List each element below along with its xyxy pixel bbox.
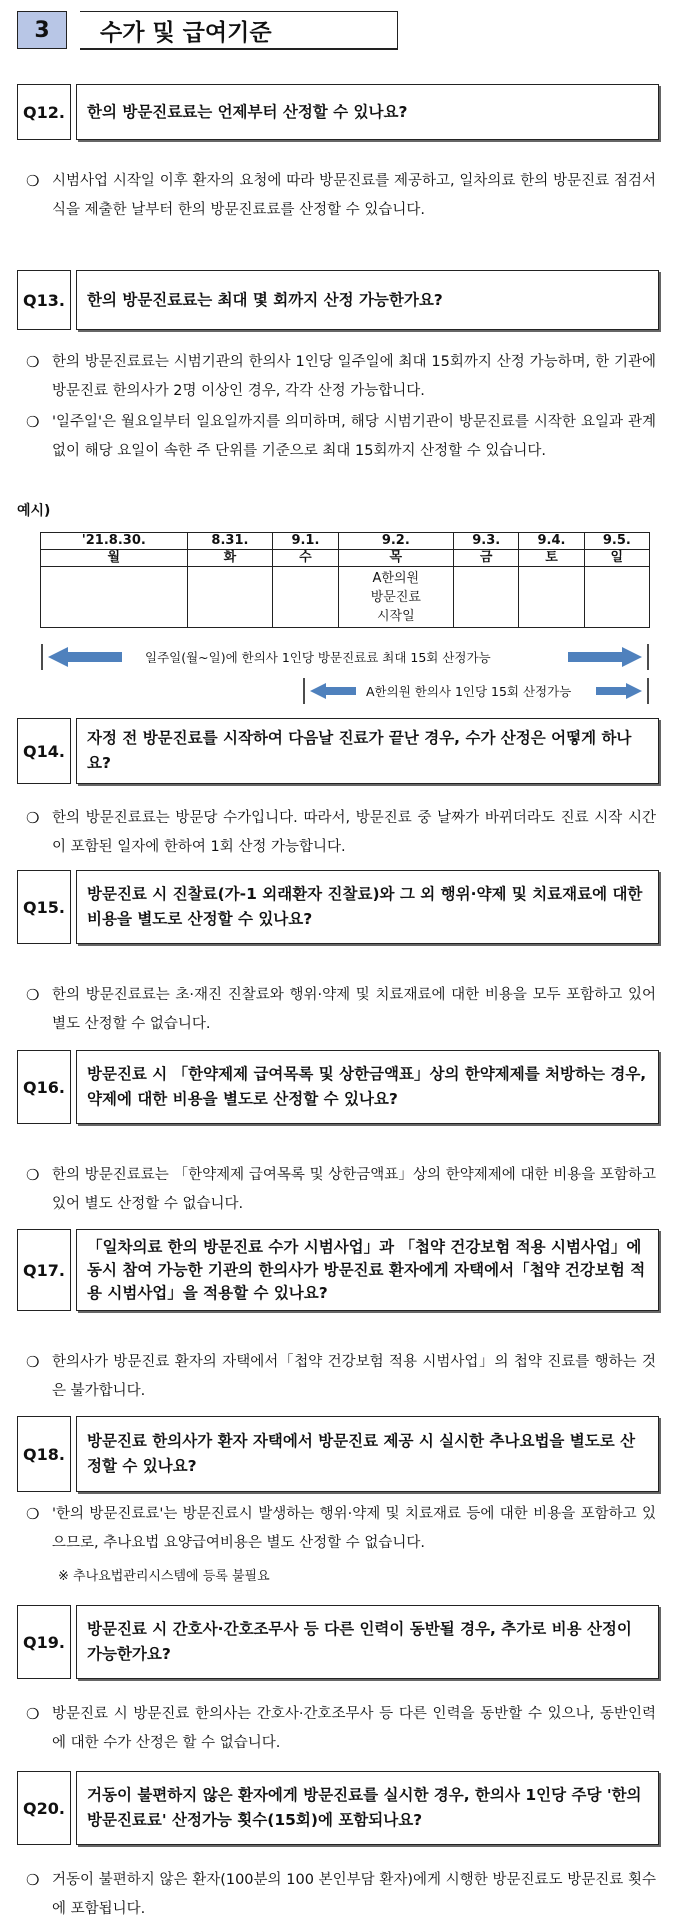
calendar-day: 토: [519, 550, 584, 567]
calendar-date: 9.5.: [584, 533, 649, 550]
answer-q13-1: [26, 348, 656, 406]
event-line: A한의원: [372, 570, 420, 586]
answer-text: 한의 방문진료료는 방문당 수가입니다. 따라서, 방문진료 중 날짜가 바뀌더라도 진료 시작 시간이 포함된 일자에 한하여 1회 산정 가능합니다.: [52, 810, 656, 855]
answer-text: '일주일'은 월요일부터 일요일까지를 의미하며, 해당 시범기관이 방문진료를 시작한 요일과 관계없이 해당 요일이 속한 주 단위를 기준으로 최대 15회까지 산정할 수 있습니다.: [52, 414, 656, 459]
calendar-day: 금: [454, 550, 519, 567]
answer-q14: [26, 804, 656, 862]
question-label-q14: Q14.: [17, 718, 71, 784]
question-label-q12: Q12.: [17, 84, 71, 140]
question-q19: 방문진료 시 간호사·간호조무사 등 다른 인력이 동반될 경우, 추가로 비용 산정이 가능한가요?: [76, 1605, 659, 1679]
section-underline: [80, 48, 398, 50]
arrow-left-icon: [310, 683, 356, 699]
answer-q19: [26, 1700, 656, 1758]
question-q16: 방문진료 시 「한약제제 급여목록 및 상한금액표」상의 한약제제를 처방하는 경우, 약제에 대한 비용을 별도로 산정할 수 있나요?: [76, 1050, 659, 1124]
bullet-icon: ❍: [26, 1353, 40, 1371]
question-label-q20: Q20.: [17, 1771, 71, 1845]
calendar-day: 화: [187, 550, 273, 567]
bullet-icon: ❍: [26, 1871, 40, 1889]
calendar-date: 9.2.: [338, 533, 453, 550]
calendar-day: 일: [584, 550, 649, 567]
answer-q20: [26, 1866, 656, 1924]
bullet-icon: ❍: [26, 1705, 40, 1723]
example-calendar-table: [40, 532, 650, 628]
arrow-right-icon: [568, 647, 642, 667]
question-q15: 방문진료 시 진찰료(가-1 외래환자 진찰료)와 그 외 행위·약제 및 치료재료에 대한 비용을 별도로 산정할 수 있나요?: [76, 870, 659, 944]
question-q12: 한의 방문진료료는 언제부터 산정할 수 있나요?: [76, 84, 659, 140]
answer-text: 방문진료 시 방문진료 한의사는 간호사·간호조무사 등 다른 인력을 동반할 수 있으나, 동반인력에 대한 수가 산정은 할 수 없습니다.: [52, 1706, 656, 1751]
question-q13: 한의 방문진료료는 최대 몇 회까지 산정 가능한가요?: [76, 270, 659, 330]
bullet-icon: ❍: [26, 986, 40, 1004]
calendar-day: 월: [41, 550, 188, 567]
question-label-q17: Q17.: [17, 1229, 71, 1311]
calendar-event-cell: [338, 567, 453, 628]
arrow-right-icon: [596, 683, 642, 699]
question-q14: 자정 전 방문진료를 시작하여 다음날 진료가 끝난 경우, 수가 산정은 어떻게 하나요?: [76, 718, 659, 784]
question-label-q19: Q19.: [17, 1605, 71, 1679]
question-label-q13: Q13.: [17, 270, 71, 330]
answer-text: 한의 방문진료료는 초·재진 진찰료와 행위·약제 및 치료재료에 대한 비용을 모두 포함하고 있어 별도 산정할 수 없습니다.: [52, 987, 656, 1032]
question-label-q15: Q15.: [17, 870, 71, 944]
question-q17: 「일차의료 한의 방문진료 수가 시범사업」과 「첩약 건강보험 적용 시범사업」에 동시 참여 가능한 기관의 한의사가 방문진료 환자에게 자택에서「첩약 건강보험 적용 시범사업」을 적용할 수 있나요?: [76, 1229, 659, 1311]
answer-text: 거동이 불편하지 않은 환자(100분의 100 본인부담 환자)에게 시행한 방문진료도 방문진료 횟수에 포함됩니다.: [52, 1872, 656, 1917]
calendar-cell: [519, 567, 584, 628]
answer-text: 한의사가 방문진료 환자의 자택에서「첩약 건강보험 적용 시범사업」의 첩약 진료를 행하는 것은 불가합니다.: [52, 1354, 656, 1399]
bullet-icon: ❍: [26, 413, 40, 431]
answer-q15: [26, 981, 656, 1039]
answer-q13-2: [26, 408, 656, 466]
calendar-date: 9.4.: [519, 533, 584, 550]
answer-q17: [26, 1348, 656, 1406]
section-number: 3: [17, 11, 67, 49]
calendar-date: 9.1.: [273, 533, 338, 550]
event-line: 방문진료: [370, 589, 421, 605]
event-line: 시작일: [376, 608, 415, 624]
answer-text: 한의 방문진료료는 시범기관의 한의사 1인당 일주일에 최대 15회까지 산정 가능하며, 한 기관에 방문진료 한의사가 2명 이상인 경우, 각각 산정 가능합니다.: [52, 354, 656, 399]
bullet-icon: ❍: [26, 1166, 40, 1184]
bullet-icon: ❍: [26, 172, 40, 190]
bullet-icon: ❍: [26, 1505, 40, 1523]
bullet-icon: ❍: [26, 353, 40, 371]
calendar-date: 9.3.: [454, 533, 519, 550]
answer-q16: [26, 1161, 656, 1219]
answer-text: 한의 방문진료료는 「한약제제 급여목록 및 상한금액표」상의 한약제제에 대한 비용을 포함하고 있어 별도 산정할 수 없습니다.: [52, 1167, 656, 1212]
note-q18: ※ 추나요법관리시스템에 등록 불필요: [58, 1569, 270, 1584]
example-label: 예시): [17, 503, 51, 519]
bullet-icon: ❍: [26, 809, 40, 827]
clinic-range-label: A한의원 한의사 1인당 15회 산정가능: [366, 684, 572, 699]
answer-text: 시범사업 시작일 이후 환자의 요청에 따라 방문진료를 제공하고, 일차의료 한의 방문진료 점검서식을 제출한 날부터 한의 방문진료료를 산정할 수 있습니다.: [52, 173, 656, 218]
arrow-left-icon: [48, 647, 122, 667]
calendar-cell: [187, 567, 273, 628]
answer-text: '한의 방문진료료'는 방문진료시 발생하는 행위·약제 및 치료재료 등에 대한 비용을 포함하고 있으므로, 추나요법 요양급여비용은 별도 산정할 수 없습니다.: [52, 1506, 656, 1551]
calendar-cell: [273, 567, 338, 628]
question-q18: 방문진료 한의사가 환자 자택에서 방문진료 제공 시 실시한 추나요법을 별도로 산정할 수 있나요?: [76, 1416, 659, 1492]
question-label-q18: Q18.: [17, 1416, 71, 1492]
calendar-day: 목: [338, 550, 453, 567]
calendar-date: 8.31.: [187, 533, 273, 550]
calendar-day: 수: [273, 550, 338, 567]
calendar-cell: [454, 567, 519, 628]
section-title: 수가 및 급여기준: [80, 11, 398, 49]
week-range-label: 일주일(월~일)에 한의사 1인당 방문진료료 최대 15회 산정가능: [145, 650, 491, 665]
question-q20: 거동이 불편하지 않은 환자에게 방문진료를 실시한 경우, 한의사 1인당 주당 '한의 방문진료료' 산정가능 횟수(15회)에 포함되나요?: [76, 1771, 659, 1845]
question-label-q16: Q16.: [17, 1050, 71, 1124]
answer-q12: [26, 167, 656, 225]
calendar-cell: [584, 567, 649, 628]
calendar-cell: [41, 567, 188, 628]
answer-q18: [26, 1500, 656, 1558]
calendar-date: '21.8.30.: [41, 533, 188, 550]
